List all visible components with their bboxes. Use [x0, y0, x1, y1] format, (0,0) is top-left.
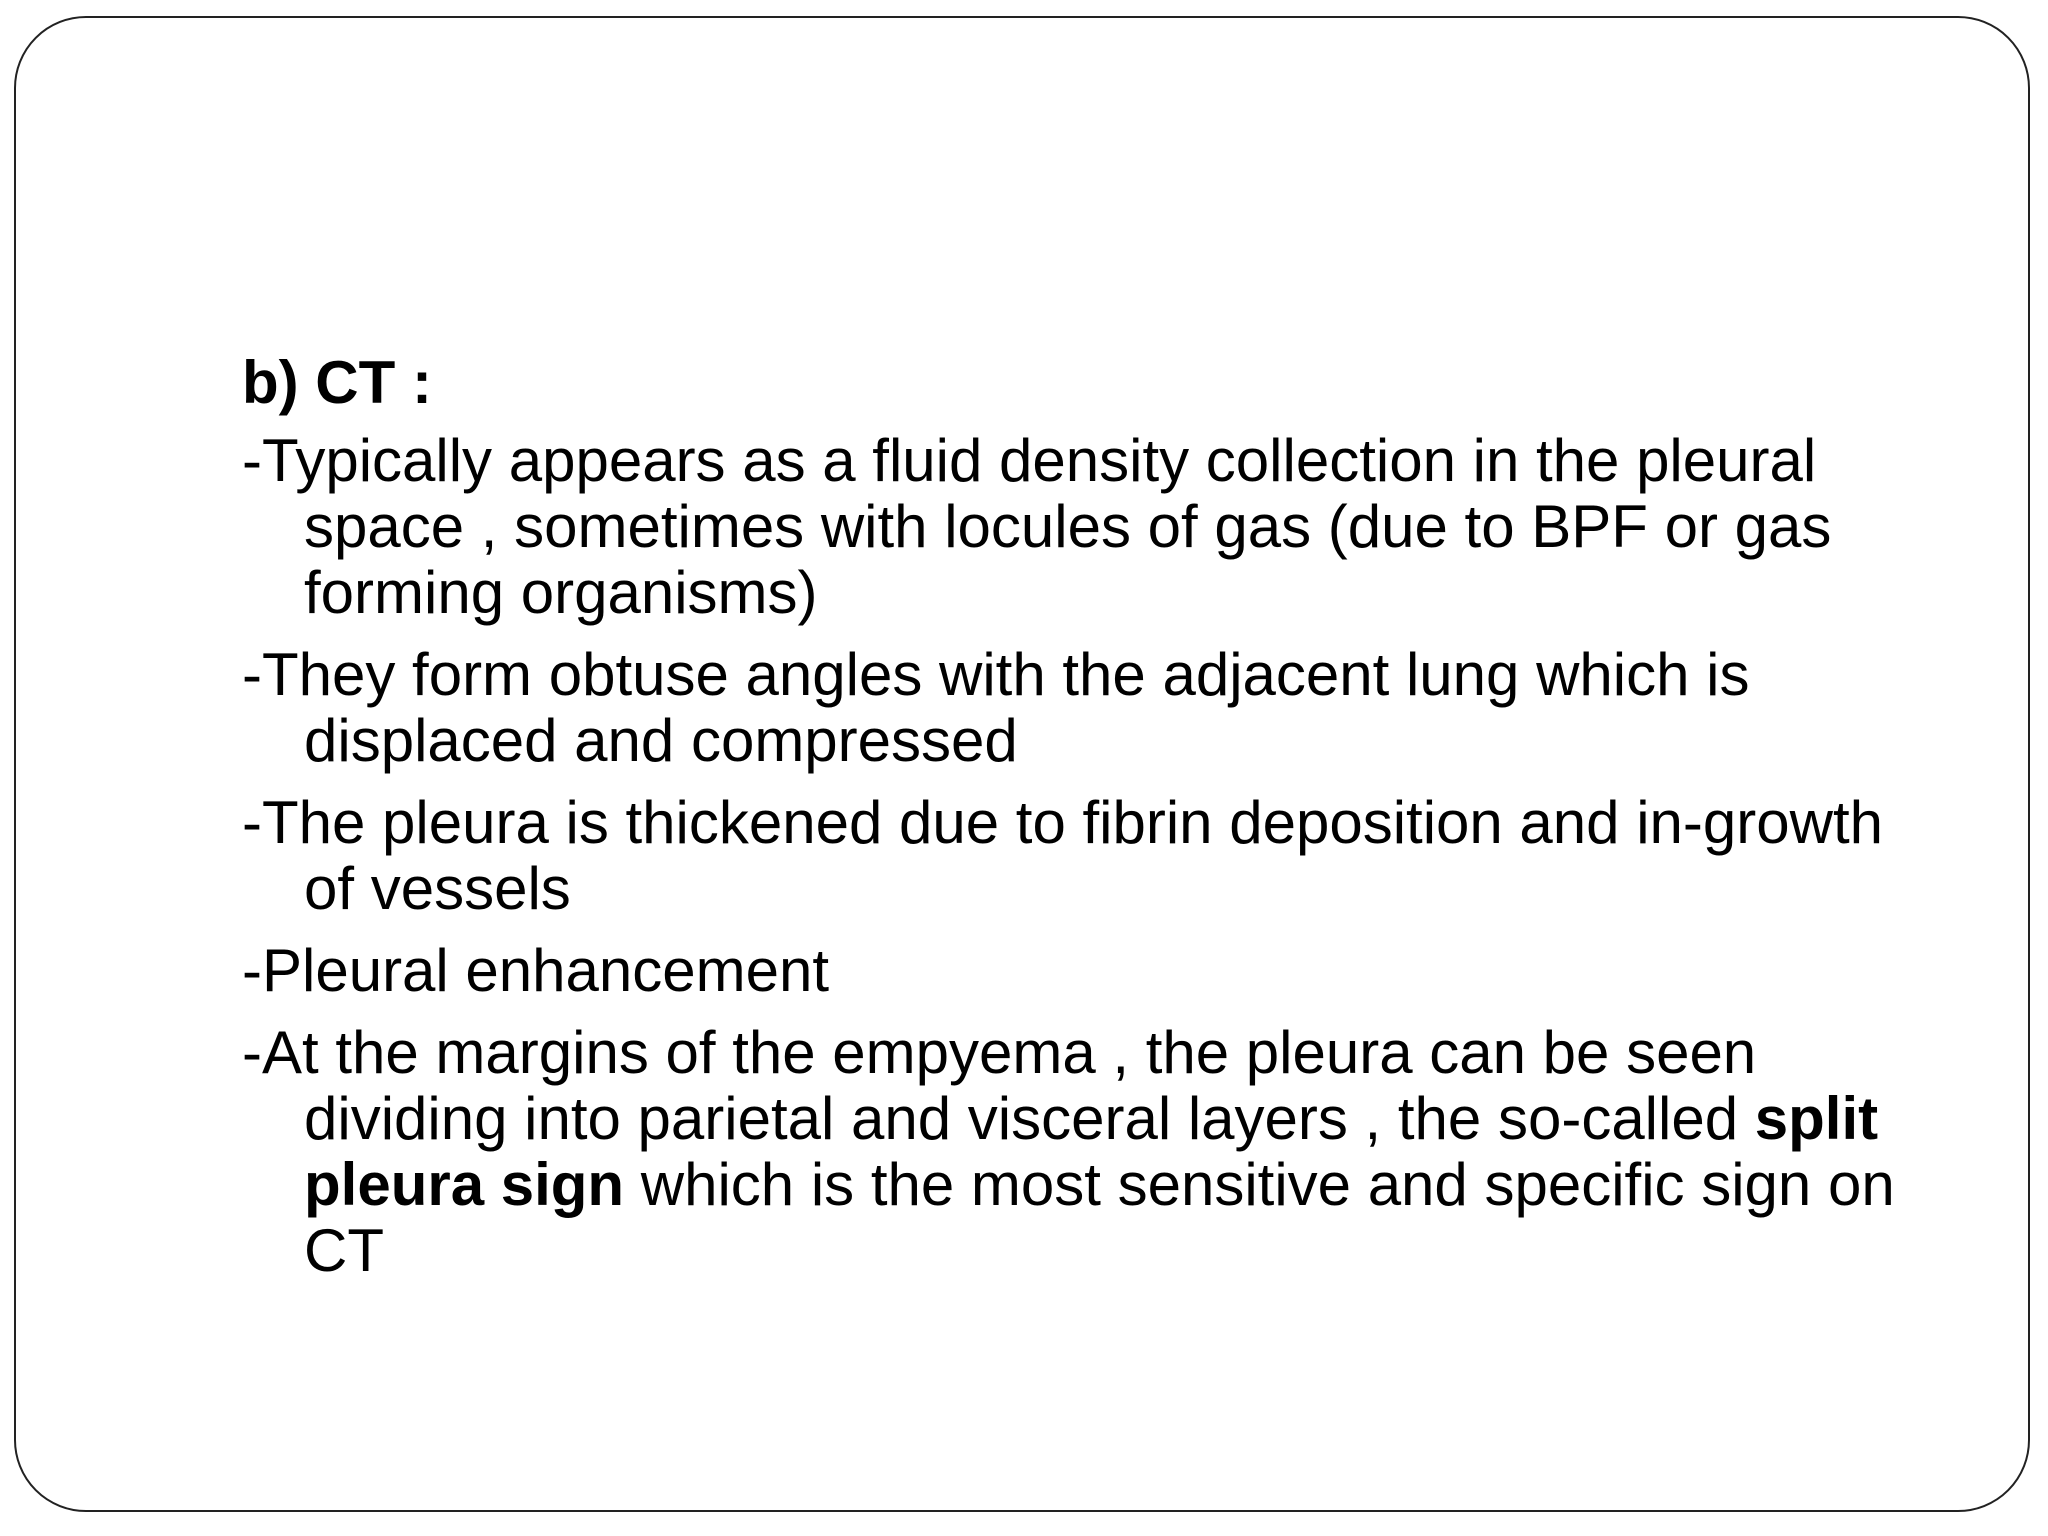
bullet-paragraph: -Pleural enhancement: [242, 937, 830, 1004]
emphasized-term: split pleura sign: [304, 1085, 1879, 1218]
slide-heading: b) CT :: [242, 349, 432, 416]
bullet-paragraph: -The pleura is thickened due to fibrin deposition and in-growth of vessels: [242, 789, 1883, 922]
bullet-paragraph: -They form obtuse angles with the adjacent lung which is displaced and compressed: [242, 641, 1750, 774]
bullet-paragraph: [242, 1020, 1942, 1284]
paragraph-text: which is the most sensitive and specific sign on CT: [304, 1151, 1895, 1284]
slide-content: [242, 350, 1942, 1300]
bullet-paragraph: -Typically appears as a fluid density collection in the pleural space , sometimes with locules of gas (due to BPF or gas forming organisms): [242, 427, 1832, 626]
slide-frame: [14, 16, 2030, 1512]
paragraph-text: -At the margins of the empyema , the pleura can be seen dividing into parietal and visceral layers , the so-called: [242, 1019, 1757, 1152]
